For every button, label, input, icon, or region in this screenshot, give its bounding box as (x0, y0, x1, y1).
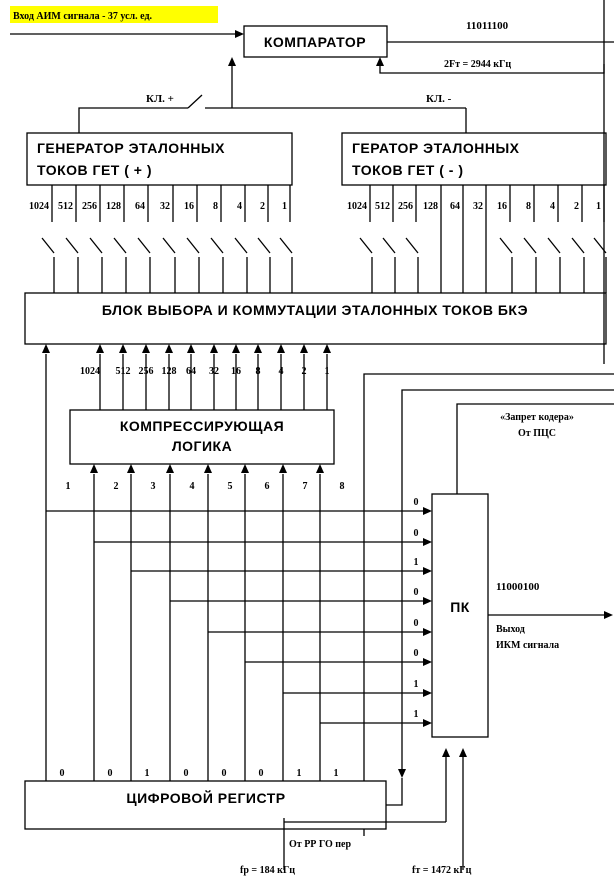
pk-bit-value: 1 (413, 709, 419, 720)
switch-plus-contact (188, 95, 202, 108)
input-signal-label: Вход АИМ сигнала - 37 усл. ед. (13, 11, 153, 22)
register-label: ЦИФРОВОЙ РЕГИСТР (126, 790, 286, 806)
pk-box (432, 494, 488, 737)
gen-plus-weight-label: 1024 (29, 201, 49, 212)
gen-plus-switch-contact (138, 238, 150, 253)
bit-pk-arrow-icon (423, 567, 432, 575)
gen-plus-switch-contact (235, 238, 247, 253)
register-bit-value: 1 (333, 768, 339, 779)
gen-minus-switch-contact (500, 238, 512, 253)
register-bit-value: 1 (144, 768, 150, 779)
output-arrow-icon (604, 611, 613, 619)
pk-code: 11000100 (496, 581, 540, 593)
bke-input-arrow-icon (165, 344, 173, 353)
bke-sign-arrow-icon (42, 344, 50, 353)
bke-input-arrow-icon (277, 344, 285, 353)
gen-plus-weight-label: 4 (237, 201, 242, 212)
output-line2: ИКМ сигнала (496, 640, 560, 651)
bke-input-arrow-icon (119, 344, 127, 353)
bke-weight-label: 512 (115, 366, 131, 377)
gen-plus-weight-label: 64 (135, 201, 145, 212)
gen-minus-switch-contact (383, 238, 395, 253)
bke-input-arrow-icon (254, 344, 262, 353)
gen-minus-weight-label: 2 (574, 201, 579, 212)
comparator-label: КОМПАРАТОР (263, 34, 367, 50)
bit-number-label: 4 (189, 481, 195, 492)
freq-2ft-label: 2Fт = 2944 кГц (444, 59, 512, 70)
bit-pk-arrow-icon (423, 719, 432, 727)
gen-minus-weight-label: 128 (423, 201, 438, 212)
register-bit-value: 0 (107, 768, 113, 779)
gen-minus-weight-label: 8 (526, 201, 531, 212)
generator-minus-weights (347, 185, 606, 293)
bit-compress-arrow-icon (241, 464, 249, 473)
gen-minus-weight-label: 256 (398, 201, 413, 212)
generator-minus-line1: ГЕРАТОР ЭТАЛОННЫХ (352, 140, 520, 156)
gen-plus-switch-contact (187, 238, 199, 253)
gen-minus-switch-contact (572, 238, 584, 253)
bit-pk-arrow-icon (423, 658, 432, 666)
bke-weight-label: 32 (209, 366, 219, 377)
fp-pk-arrow-icon (442, 748, 450, 757)
compress-logic-line1: КОМПРЕССИРУЮЩАЯ (119, 418, 285, 434)
gen-plus-weight-label: 256 (82, 201, 97, 212)
bit-compress-arrow-icon (90, 464, 98, 473)
bit-bus (46, 464, 432, 781)
input-arrow-icon (235, 30, 244, 38)
gen-plus-switch-contact (42, 238, 54, 253)
ft-pk-arrow-icon (459, 748, 467, 757)
bit-number-label: 8 (339, 481, 345, 492)
pk-bit-value: 0 (413, 618, 419, 629)
bit-pk-arrow-icon (423, 507, 432, 515)
bit-number-label: 5 (227, 481, 233, 492)
pk-bit-value: 0 (413, 587, 419, 598)
register-pk-link (386, 778, 402, 805)
generator-minus-line2: ТОКОВ ГЕТ ( - ) (352, 162, 464, 178)
gen-minus-weight-label: 1 (596, 201, 601, 212)
bke-input-arrow-icon (142, 344, 150, 353)
bit-pk-arrow-icon (423, 628, 432, 636)
bke-weight-label: 16 (231, 366, 241, 377)
bit-pk-arrow-icon (423, 538, 432, 546)
comparator-code: 11011100 (466, 20, 509, 32)
bit-compress-arrow-icon (279, 464, 287, 473)
bit-number-label: 6 (264, 481, 270, 492)
bit-number-label: 7 (302, 481, 308, 492)
gen-minus-switch-contact (360, 238, 372, 253)
gen-minus-weight-label: 64 (450, 201, 460, 212)
switch-plus-line-left (79, 108, 188, 133)
bke-weight-label: 1 (324, 366, 330, 377)
zapret-line2: От ПЦС (518, 428, 556, 439)
bke-weight-label: 128 (161, 366, 177, 377)
bke-input-arrow-icon (232, 344, 240, 353)
compress-logic-line2: ЛОГИКА (171, 438, 233, 454)
bit-number-label: 2 (113, 481, 119, 492)
bit-pk-arrow-icon (423, 689, 432, 697)
gen-plus-switch-contact (258, 238, 270, 253)
gen-minus-weight-label: 16 (497, 201, 507, 212)
gen-plus-switch-contact (163, 238, 175, 253)
bit-compress-arrow-icon (127, 464, 135, 473)
gen-minus-switch-contact (406, 238, 418, 253)
gen-minus-switch-contact (524, 238, 536, 253)
pk-bit-value: 0 (413, 497, 419, 508)
ft-label: fт = 1472 кГц (412, 865, 472, 876)
bit-number-label: 1 (65, 481, 71, 492)
gen-minus-switch-contact (548, 238, 560, 253)
generator-plus-weights (29, 185, 292, 293)
zapret-line1: «Запрет кодера» (500, 412, 574, 423)
gen-minus-weight-label: 4 (550, 201, 555, 212)
clock-2ft-arrow-icon (376, 57, 384, 66)
switch-minus-label: КЛ. - (426, 93, 452, 105)
register-bit-value: 0 (221, 768, 227, 779)
gen-plus-switch-contact (90, 238, 102, 253)
bke-input-arrow-icon (323, 344, 331, 353)
bke-weight-label: 64 (186, 366, 196, 377)
register-bit-value: 0 (59, 768, 65, 779)
bke-input-arrow-icon (96, 344, 104, 353)
bke-label: БЛОК ВЫБОРА И КОММУТАЦИИ ЭТАЛОННЫХ ТОКОВ БКЭ (101, 302, 529, 318)
switch-plus-label: КЛ. + (146, 93, 174, 105)
gen-plus-weight-label: 16 (184, 201, 194, 212)
bke-input-arrow-icon (210, 344, 218, 353)
gen-plus-switch-contact (66, 238, 78, 253)
pk-bit-value: 1 (413, 557, 419, 568)
bit-compress-arrow-icon (204, 464, 212, 473)
gen-plus-weight-label: 8 (213, 201, 218, 212)
output-line1: Выход (496, 624, 525, 635)
gen-plus-weight-label: 512 (58, 201, 73, 212)
from-rr-label: От РР ГО пер (289, 839, 352, 850)
generator-plus-line1: ГЕНЕРАТОР ЭТАЛОННЫХ (37, 140, 225, 156)
feedback-arrow-icon (228, 57, 236, 66)
bit-compress-arrow-icon (166, 464, 174, 473)
pk-bit-value: 0 (413, 528, 419, 539)
gen-plus-switch-contact (114, 238, 126, 253)
gen-minus-weight-label: 1024 (347, 201, 367, 212)
gen-plus-weight-label: 128 (106, 201, 121, 212)
gen-plus-weight-label: 2 (260, 201, 265, 212)
generator-plus-line2: ТОКОВ ГЕТ ( + ) (37, 162, 153, 178)
bke-weight-label: 4 (278, 366, 284, 377)
bit-number-label: 3 (150, 481, 156, 492)
gen-minus-weight-label: 512 (375, 201, 390, 212)
pk-label: ПК (450, 599, 470, 615)
gen-plus-switch-contact (211, 238, 223, 253)
bke-box (25, 293, 606, 344)
bke-weight-label: 2 (301, 366, 307, 377)
register-bit-value: 1 (296, 768, 302, 779)
bke-input-arrow-icon (187, 344, 195, 353)
pk-bit-value: 0 (413, 648, 419, 659)
bke-weight-label: 256 (138, 366, 154, 377)
gen-plus-weight-label: 1 (282, 201, 287, 212)
register-bit-value: 0 (183, 768, 189, 779)
gen-minus-weight-label: 32 (473, 201, 483, 212)
fp-label: fp = 184 кГц (240, 865, 295, 876)
bke-weight-label: 8 (255, 366, 261, 377)
register-bit-value: 0 (258, 768, 264, 779)
gen-plus-switch-contact (280, 238, 292, 253)
bke-input-arrow-icon (300, 344, 308, 353)
bke-weight-label: 1024 (80, 366, 100, 377)
bit-pk-arrow-icon (423, 597, 432, 605)
gen-plus-weight-label: 32 (160, 201, 170, 212)
bit-compress-arrow-icon (316, 464, 324, 473)
pk-bit-value: 1 (413, 679, 419, 690)
pk-feed-arrow-icon (398, 769, 406, 778)
